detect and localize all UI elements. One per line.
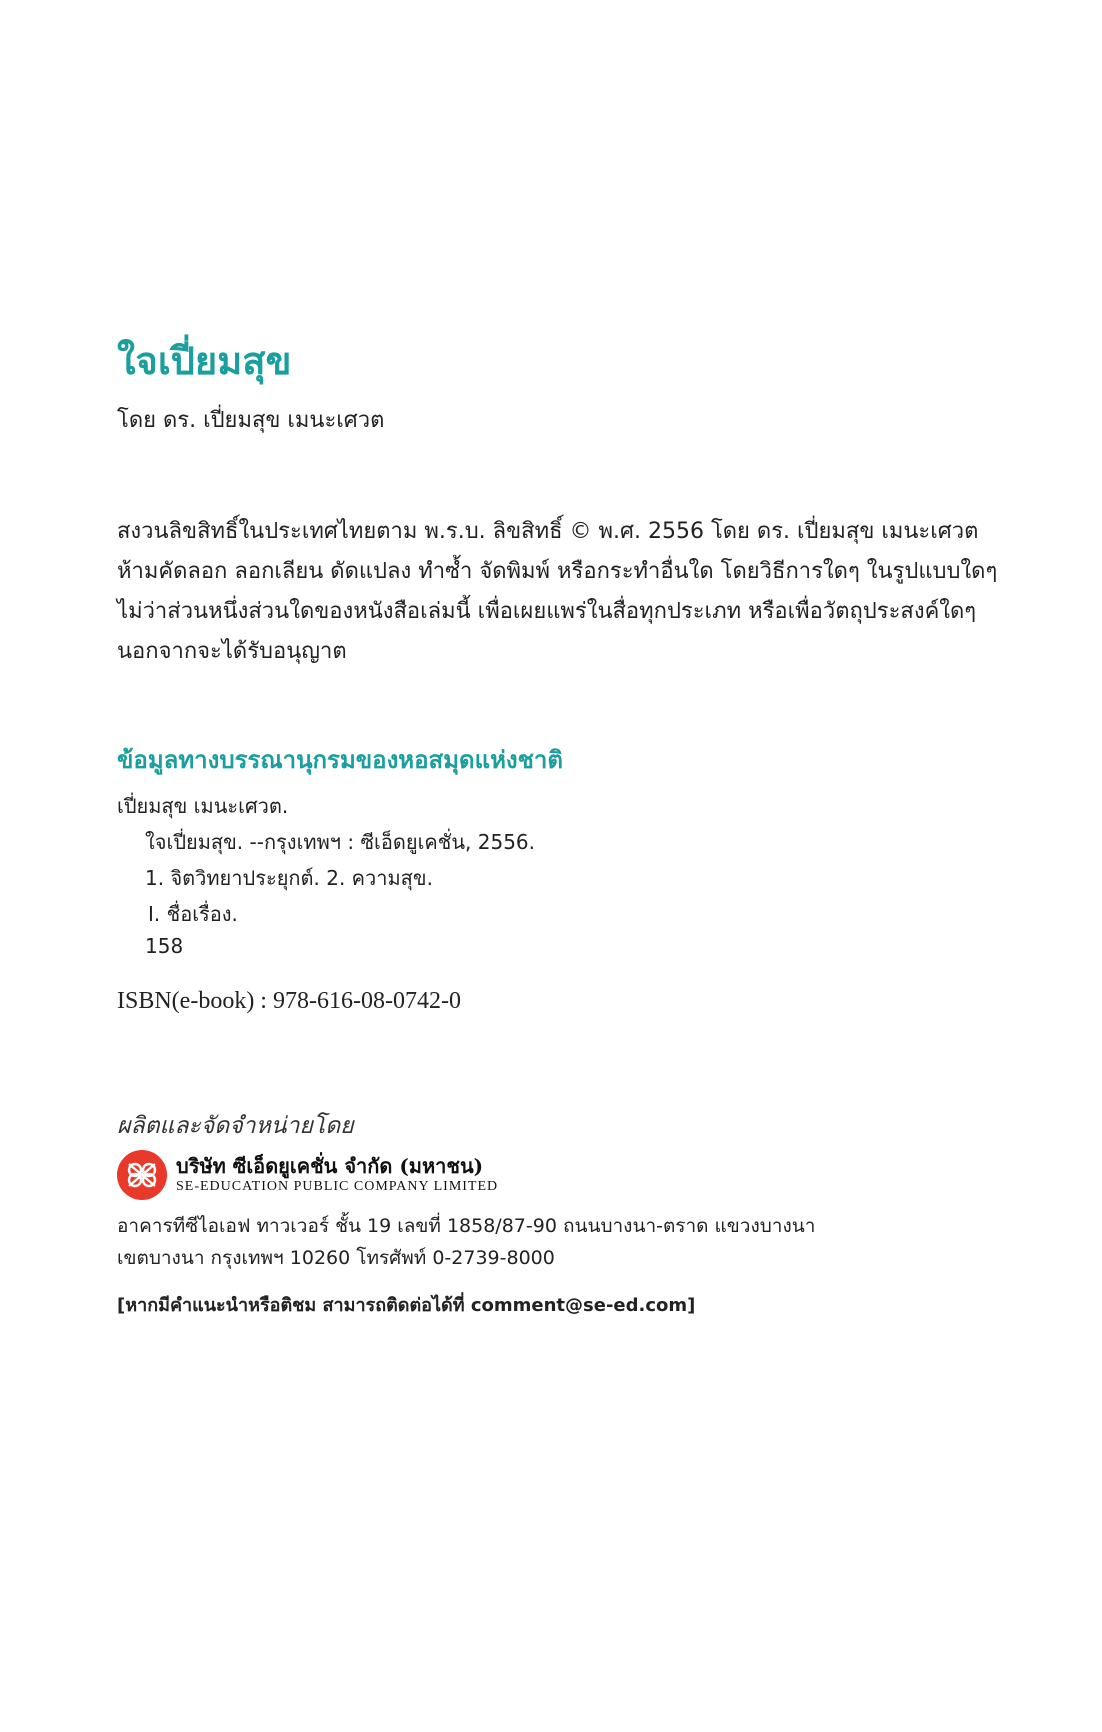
isbn: ISBN(e-book) : 978-616-08-0742-0 — [117, 988, 461, 1014]
cip-subjects: 1. จิตวิทยาประยุกต์. 2. ความสุข. — [145, 866, 433, 890]
copyright-line: ไม่ว่าส่วนหนึ่งส่วนใดของหนังสือเล่มนี้ เพื่อเผยแพร่ในสื่อทุกประเภท หรือเพื่อวัตถุประสงค์ใดๆ — [117, 599, 977, 624]
contact-note: [หากมีคำแนะนำหรือติชม สามารถติดต่อได้ที่ comment@se-ed.com] — [117, 1295, 696, 1316]
distributor-label: ผลิตและจัดจำหน่ายโดย — [117, 1113, 354, 1139]
book-title: ใจเปี่ยมสุข — [117, 338, 292, 383]
copyright-line: สงวนลิขสิทธิ์ในประเทศไทยตาม พ.ร.บ. ลิขสิทธิ์ © พ.ศ. 2556 โดย ดร. เปี่ยมสุข เมนะเศวต — [117, 519, 979, 544]
author-byline: โดย ดร. เปี่ยมสุข เมนะเศวต — [117, 408, 385, 433]
copyright-line: ห้ามคัดลอก ลอกเลียน ดัดแปลง ทำซ้ำ จัดพิมพ์ หรือกระทำอื่นใด โดยวิธีการใดๆ ในรูปแบบใดๆ — [117, 559, 998, 584]
publisher-name-th: บริษัท ซีเอ็ดยูเคชั่น จำกัด (มหาชน) — [176, 1154, 484, 1178]
cip-author: เปี่ยมสุข เมนะเศวต. — [117, 794, 289, 818]
se-ed-logo-icon — [117, 1150, 167, 1200]
cip-heading: ข้อมูลทางบรรณานุกรมของหอสมุดแห่งชาติ — [117, 745, 563, 774]
cip-imprint: ใจเปี่ยมสุข. --กรุงเทพฯ : ซีเอ็ดยูเคชั่น, 2556. — [145, 830, 536, 854]
copyright-notice — [117, 512, 997, 672]
publisher-address — [117, 1210, 815, 1274]
cip-title-entry: I. ชื่อเรื่อง. — [148, 902, 238, 926]
cip-pages: 158 — [145, 934, 184, 958]
address-line: เขตบางนา กรุงเทพฯ 10260 โทรศัพท์ 0-2739-8000 — [117, 1247, 555, 1269]
address-line: อาคารทีซีไอเอฟ ทาวเวอร์ ชั้น 19 เลขที่ 1858/87-90 ถนนบางนา-ตราด แขวงบางนา — [117, 1215, 816, 1237]
publisher-name-en: SE-EDUCATION PUBLIC COMPANY LIMITED — [176, 1179, 499, 1194]
copyright-line: นอกจากจะได้รับอนุญาต — [117, 639, 347, 664]
